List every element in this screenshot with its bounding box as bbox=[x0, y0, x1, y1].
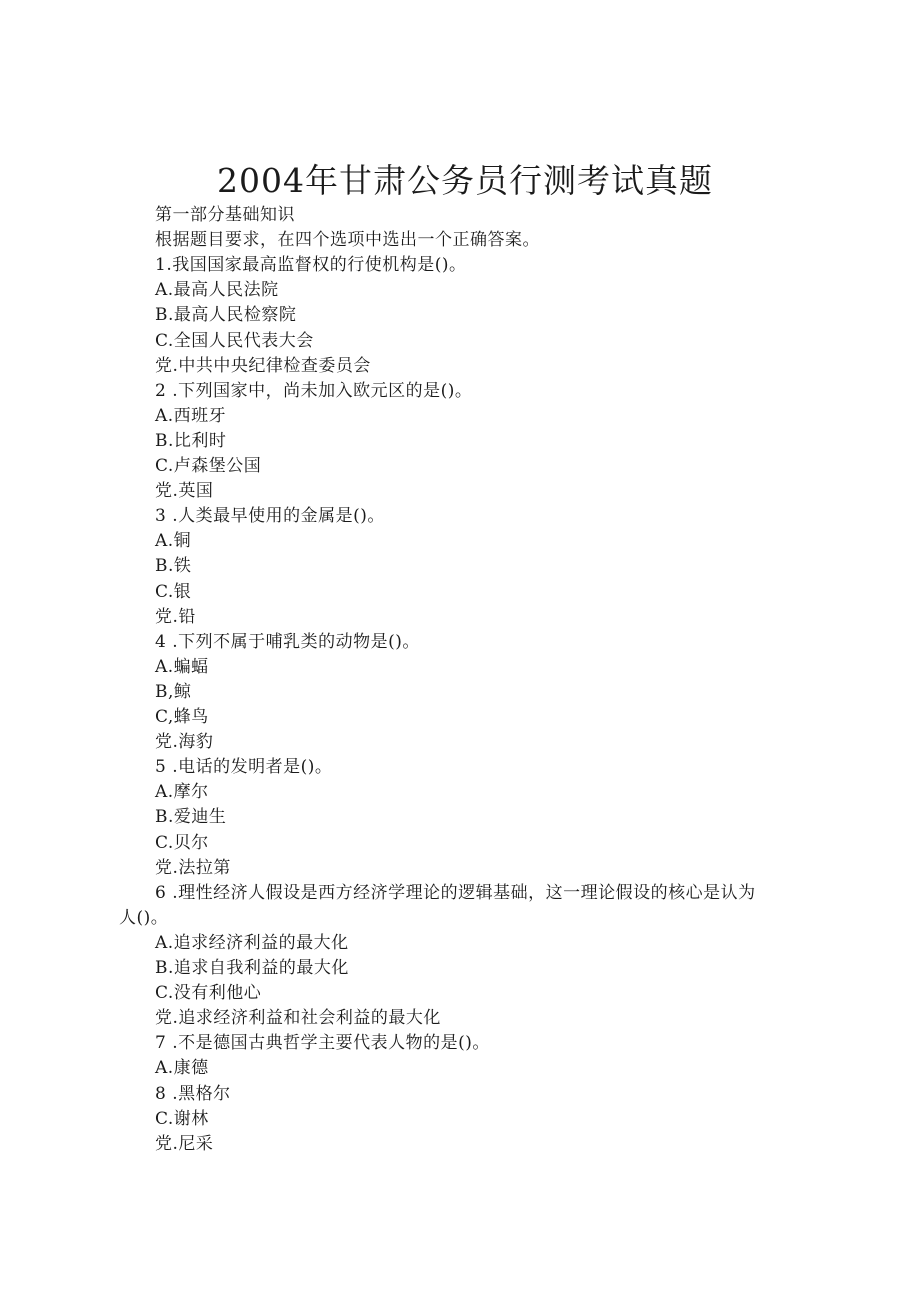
question-1: 1.我国国家最高监督权的行使机构是()。 bbox=[155, 255, 467, 276]
question-2-option-b: B.比利时 bbox=[155, 430, 227, 451]
question-7-option-d: 党.尼采 bbox=[155, 1133, 214, 1154]
question-2-option-d: 党.英国 bbox=[155, 481, 214, 502]
question-4-option-a: A.蝙蝠 bbox=[155, 656, 209, 677]
question-3: 3 .人类最早使用的金属是()。 bbox=[155, 506, 385, 527]
question-3-option-a: A.铜 bbox=[155, 531, 192, 552]
question-6-option-d: 党.追求经济利益和社会利益的最大化 bbox=[155, 1008, 441, 1029]
question-6: 6 .理性经济人假设是西方经济学理论的逻辑基础，这一理论假设的核心是认为 bbox=[155, 882, 756, 903]
question-5: 5 .电话的发明者是()。 bbox=[155, 757, 333, 778]
question-4-option-d: 党.海豹 bbox=[155, 732, 214, 753]
question-1-option-c: C.全国人民代表大会 bbox=[155, 330, 314, 351]
question-3-option-d: 党.铅 bbox=[155, 606, 196, 627]
question-5-option-d: 党.法拉第 bbox=[155, 857, 231, 878]
question-4-option-b: B,鲸 bbox=[155, 681, 192, 702]
document-title: 2004年甘肃公务员行测考试真题 bbox=[217, 161, 713, 200]
question-3-option-b: B.铁 bbox=[155, 556, 192, 577]
question-4-option-c: C,蜂鸟 bbox=[155, 707, 209, 727]
question-7-option-a: A.康德 bbox=[155, 1058, 209, 1079]
question-5-option-c: C.贝尔 bbox=[155, 832, 209, 853]
question-2: 2 .下列国家中，尚未加入欧元区的是()。 bbox=[155, 380, 473, 401]
question-6-option-a: A.追求经济利益的最大化 bbox=[155, 932, 349, 953]
question-7: 7 .不是德国古典哲学主要代表人物的是()。 bbox=[155, 1033, 490, 1054]
question-3-option-c: C.银 bbox=[155, 581, 192, 602]
question-7-option-b: 8 .黑格尔 bbox=[155, 1083, 231, 1104]
question-2-option-c: C.卢森堡公国 bbox=[155, 456, 262, 476]
question-7-option-c: C.谢林 bbox=[155, 1108, 209, 1129]
question-6-continuation: 人()。 bbox=[119, 907, 169, 928]
question-4: 4 .下列不属于哺乳类的动物是()。 bbox=[155, 631, 420, 652]
question-5-option-b: B.爱迪生 bbox=[155, 807, 227, 828]
question-1-option-a: A.最高人民法院 bbox=[155, 280, 279, 301]
question-6-option-b: B.追求自我利益的最大化 bbox=[155, 958, 349, 978]
question-2-option-a: A.西班牙 bbox=[155, 405, 227, 426]
question-1-option-b: B.最高人民检察院 bbox=[155, 305, 297, 326]
question-6-option-c: C.没有利他心 bbox=[155, 983, 262, 1004]
question-1-option-d: 党.中共中央纪律检查委员会 bbox=[155, 355, 371, 376]
question-5-option-a: A.摩尔 bbox=[155, 782, 209, 803]
section-heading: 第一部分基础知识 bbox=[155, 205, 295, 225]
instruction-text: 根据题目要求，在四个选项中选出一个正确答案。 bbox=[155, 230, 540, 251]
